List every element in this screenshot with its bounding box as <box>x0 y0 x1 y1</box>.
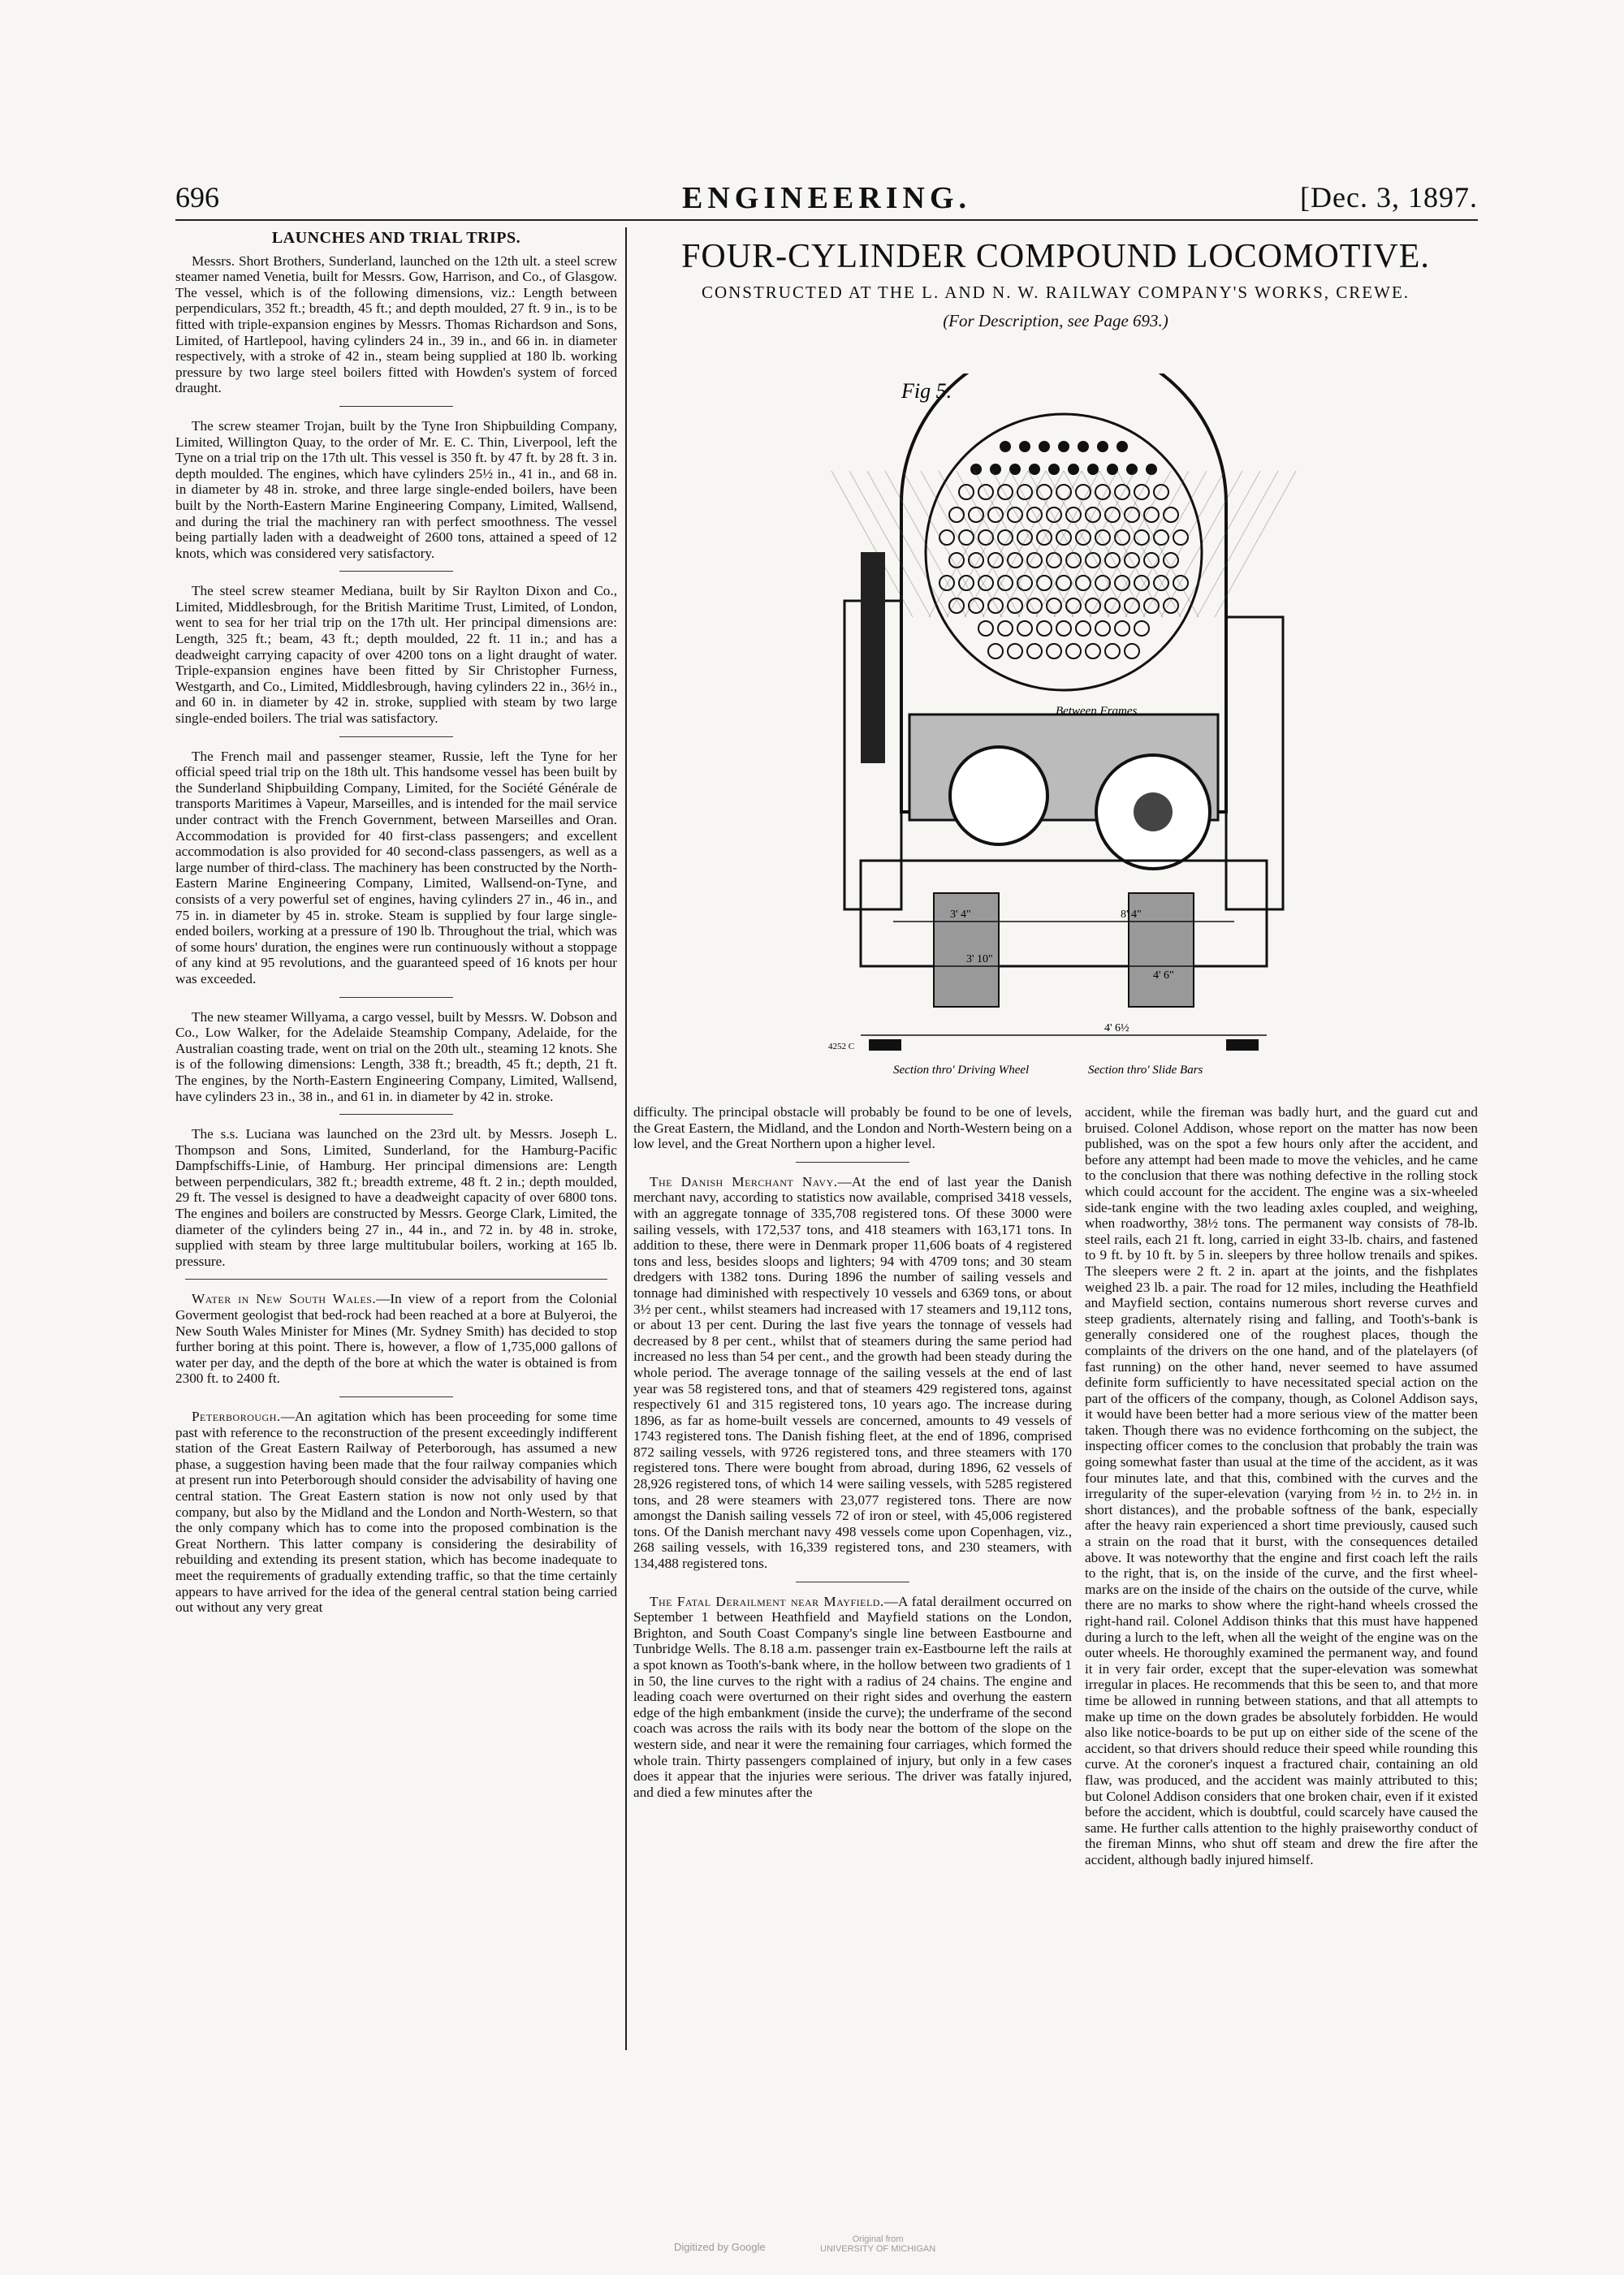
dim-label: 8' 4" <box>1121 909 1142 921</box>
plate-ref: 4252 C <box>828 1042 855 1051</box>
boiler-tube <box>1098 442 1108 451</box>
article-paragraph: The new steamer Willyama, a cargo vessel, built by Messrs. W. Dobson and Co., Low Walker, for the Adelaide Steamship Company, Adelaide, for the Australian coasting trade, went on trial on the 20th ult., steaming 12 knots. She is of the following dimensions: Length, 338 ft.; breadth, 45 ft.; depth, 21 ft. The engines, by the North-Eastern Engineering Company, Limited, Wallsend, have cylinders 23 in., 38 in., and 61 in. in diameter by 42 in. stroke. <box>175 1008 617 1104</box>
boiler-tube <box>1154 530 1168 545</box>
water-title: Water in New South Wales. <box>192 1291 377 1307</box>
boiler-tube <box>1037 621 1052 636</box>
boiler-tube <box>1115 621 1129 636</box>
digitized-by: Digitized by Google <box>674 2241 766 2253</box>
peterborough-title: Peterborough. <box>192 1409 281 1424</box>
boiler-tube <box>1147 464 1156 474</box>
boiler-tube <box>1066 644 1081 658</box>
article-paragraph: The s.s. Luciana was launched on the 23rd ult. by Messrs. Joseph L. Thompson and Sons, Limited, Sunderland, for the Hamburg-Pacific Dampfschiffs-Linie, of Hamburg. Her principal dimensions are: Length between perpendiculars, 382 ft.; breadth extreme, 48 ft. 2 in.; depth moulded, 29 ft. The vessel is designed to have a deadweight capacity of over 6800 tons. The engines and boilers are constructed by Messrs. George Clark, Limited, the diameter of the cylinders being 27 in., 44 in., and 72 in. by 48 in. stroke, supplied with steam by three large multitubular boilers, working at 165 lb. pressure. <box>175 1126 617 1269</box>
caption-slide-bars: Section thro' Slide Bars <box>1088 1064 1203 1077</box>
middle-column <box>633 1104 1072 1807</box>
boiler-tube <box>959 576 974 590</box>
frame-base <box>861 861 1267 966</box>
boiler-tube <box>1078 442 1088 451</box>
boiler-tube <box>1164 507 1178 522</box>
cylinder-hub <box>1134 792 1173 831</box>
locomotive-section-drawing <box>812 373 1315 1104</box>
fig-label: Fig 5. <box>901 379 952 403</box>
boiler-tube <box>1115 485 1129 499</box>
dim-label: 3' 4" <box>950 909 971 921</box>
mayfield-text: —A fatal derailment occurred on September 1 between Heathfield and Mayfield stations on the London, Brighton, and South Coast Company's single line between Eastbourne and Tunbridge Wells. The 8.18 a.m. passenger train ex-Eastbourne left the rails at a spot known as Tooth's-bank where, in the hollow between two gradients of 1 in 50, the line curves to the right with a radius of 24 chains. The engine and leading coach were overturned on their right sides and overhung the eastern edge of the high embankment (inside the curve); the underframe of the second coach was across the rails with its body near the bottom of the slope on the western side, and near it were the remaining four carriages, which formed the whole train. Thirty passengers complained of injury, but only in a few cases does it appear that the injuries were serious. The driver was fatally injured, and died a few minutes after the <box>633 1593 1072 1800</box>
boiler-tube <box>1008 507 1022 522</box>
hatch-line <box>1082 471 1163 617</box>
page-header <box>175 180 1478 229</box>
original-from <box>820 2234 935 2254</box>
cylinder-left <box>950 747 1047 844</box>
boiler-tube <box>1164 598 1178 613</box>
boiler-tube <box>949 507 964 522</box>
boiler-tube <box>1134 621 1149 636</box>
dim-label: 4' 6½ <box>1104 1022 1129 1034</box>
boiler-tube <box>1125 553 1139 568</box>
tube-plate-circle <box>926 414 1202 690</box>
hatch-line <box>1064 471 1145 617</box>
rail-right <box>1226 1039 1259 1051</box>
section-heading-launches: LAUNCHES AND TRIAL TRIPS. <box>271 229 521 247</box>
boiler-tube <box>1056 621 1071 636</box>
hatch-line <box>1197 471 1278 617</box>
boiler-tube <box>1088 464 1098 474</box>
separator-rule <box>339 736 453 737</box>
boiler-tube <box>1173 530 1188 545</box>
boiler-tube <box>939 530 954 545</box>
boiler-tube <box>1127 464 1137 474</box>
side-frame-right <box>1226 617 1283 909</box>
continuation-paragraph: difficulty. The principal obstacle will probably be found to be one of levels, the Great Eastern, the Midland, and the London and North-Western being on a low level, and the Great Northern upon a higher level. <box>633 1104 1072 1152</box>
danish-paragraph <box>633 1174 1072 1572</box>
boiler-tube <box>991 464 1000 474</box>
boiler-tube <box>988 553 1003 568</box>
separator-rule <box>339 406 453 407</box>
column-divider <box>625 227 627 2050</box>
boiler-tube <box>998 530 1013 545</box>
water-paragraph <box>175 1291 617 1387</box>
boiler-tube <box>1056 576 1071 590</box>
boiler-tube <box>1000 442 1010 451</box>
boiler-tube <box>1117 442 1127 451</box>
mayfield-title: The Fatal Derailment near Mayfield. <box>650 1593 884 1609</box>
boiler-tube <box>978 621 993 636</box>
boiler-tube <box>1105 507 1120 522</box>
boiler-tube <box>1049 464 1059 474</box>
separator-rule <box>339 997 453 998</box>
journal-title: ENGINEERING. <box>682 181 971 215</box>
boiler-tube <box>1108 464 1117 474</box>
boiler-tube <box>1095 621 1110 636</box>
boiler-tube <box>1017 621 1032 636</box>
right-column <box>1085 1104 1478 1875</box>
hatch-line <box>1179 471 1260 617</box>
article-paragraph: The screw steamer Trojan, built by the Tyne Iron Shipbuilding Company, Limited, Willington Quay, to the order of Mr. E. C. Thin, Liverpool, left the Tyne on a trial trip on the 17th ult. This vessel is 350 ft. by 47 ft. by 28 ft. 3 in. depth moulded. The engines, which have cylinders 25½ in., 41 in., and 68 in. in diameter by 48 in. stroke, and three large single-ended boilers, have been built by the North-Eastern Marine Engineering Company, Limited, Wallsend, and during the trial the machinery ran with perfect smoothness. The vessel being partially laden with a deadweight of 2600 tons, attained a speed of 12 knots, which was considered very satisfactory. <box>175 417 617 561</box>
boiler-tube <box>949 553 964 568</box>
boiler-tube <box>1047 644 1061 658</box>
boiler-tube <box>1086 644 1100 658</box>
separator-rule <box>796 1162 909 1163</box>
boiler-tube <box>1010 464 1020 474</box>
header-rule <box>175 219 1478 221</box>
boiler-tube <box>1030 464 1039 474</box>
figure-title: FOUR-CYLINDER COMPOUND LOCOMOTIVE. <box>681 238 1430 275</box>
hatch-line <box>1117 471 1199 617</box>
boiler-tubes <box>939 442 1188 658</box>
handrail-post <box>861 552 885 763</box>
boiler-tube <box>971 464 981 474</box>
issue-date: [Dec. 3, 1897. <box>1300 181 1478 214</box>
danish-text: —At the end of last year the Danish merchant navy, according to statistics now available, comprised 3418 vessels, with an aggregate tonnage of 335,708 registered tons. Of these 3000 were sailing vessels, with 172,537 tons, and 418 steamers with 163,171 tons. In addition to these, there were in Denmark proper 11,606 boats of 4 registered tons and less, besides sloops and lighters; 94 with 4709 tons; and 30 steam dredgers with 1382 tons. During 1896 the number of sailing vessels and tonnage had diminished with respectively 10 vessels and 6369 tons, or about 3½ per cent., whilst steamers had increased with 17 steamers and 19,112 tons, or about 13 per cent. During the last five years the tonnage of vessels had decreased by 8 per cent., whilst that of steamers during the same period had increased no less than 54 per cent., and the growth had been steady during the whole period. The average tonnage of the sailing vessels at the end of last year was 58 registered tons, and that of steamers 429 registered tons, against respectively 61 and 315 registered tons, 10 years ago. The increase during 1896, as far as home-built vessels are concerned, amounts to 49 vessels of 1743 registered tons. The Danish fishing fleet, at the end of 1896, comprised 872 sailing vessels, with 9726 registered tons, and three steamers with 170 registered tons. There were bought from abroad, during 1896, 62 vessels of 28,926 registered tons, of which 14 were sailing vessels, with 5285 registered tons, and 28 were steamers with 23,077 registered tons. There are now amongst the Danish sailing vessels 72 of iron or steel, with 45,006 registered tons. Of the Danish merchant navy 498 vessels come upon Copenhagen, viz., 268 sailing vessels, with 16,339 registered tons, and 230 steamers, with 134,488 registered tons. <box>633 1173 1073 1572</box>
between-frames-label: Between Frames <box>1056 705 1138 718</box>
boiler-tube <box>1008 553 1022 568</box>
figure-note: (For Description, see Page 693.) <box>943 311 1168 330</box>
boiler-tube <box>1039 442 1049 451</box>
boiler-tube <box>1154 576 1168 590</box>
boiler-tube <box>1173 576 1188 590</box>
caption-driving-wheel: Section thro' Driving Wheel <box>893 1064 1030 1077</box>
mayfield-paragraph <box>633 1594 1072 1801</box>
derailment-continuation: accident, while the fireman was badly hurt, and the guard cut and bruised. Colonel Addison, whose report on the matter has now been published, was on the spot a few hours only after the accident, and before any attempt had been made to move the vehicles, and he came to the conclusion that there was nothing defective in the rolling stock which could account for the accident. The engine was a six-wheeled side-tank engine with the two leading axles coupled, and weighing, when roadworthy, 38½ tons. The permanent way consists of 78-lb. steel rails, each 21 ft. long, carried in eight 33-lb. chairs, and fastened to 9 ft. by 10 ft. by 5 in. sleepers by three hollow trenails and spikes. The sleepers were 2 ft. 2 in. apart at the joints, and the fishplates weighed 23 lb. a pair. The road for 12 miles, including the Heathfield and Mayfield section, contains numerous short reverse curves and steep gradients, alternately rising and falling, and Tooth's-bank is generally considered one of the roughest places, though the complaints of the drivers on the one hand, and of the platelayers (of fast running) on the other hand, never seemed to have assumed definite form sufficiently to have necessitated special action on the part of the officers of the company, though, as Colonel Addison says, it would have been better had a more serious view of the matter been taken. Though there was no evidence forthcoming on the subject, the inspecting officer comes to the conclusion that probably the train was going somewhat faster than usual at the time of the accident, as it was four minutes late, and that this, combined with the curves and the irregularity of the super-elevation (varying from ½ in. to 2½ in. in short distances), and the probable softness of the bank, especially after the heavy rain experienced a short time previously, caused such a strain on the road that it burst, with the consequences detailed above. It was noteworthy that the engine and first coach left the rails to the right, that is, on the inside of the curve, and the first wheel-marks are on the inside of the chairs on the outside of the curve, while there are no marks to show where the right-hand wheels crossed the right-hand rail. Colonel Addison thinks that this must have happened during a lurch to the left, when all the weight of the engine was on the outer wheels. He thoroughly examined the permanent way, and found it in very fair order, except that the super-elevation was somewhat irregular in places. He recommends that this be seen to, and that more time be allowed in running between stations, and that all attempts to make up time on the down grades be absolutely forbidden. He would also like notice-boards to be put up on either side of the scene of the accident, so that drivers should reduce their speed while rounding this curve. At the coroner's inquest a fractured chair, containing an old flaw, was produced, and the accident was mainly attributed to this; but Colonel Addison considers that one broken chair, even if it existed before the accident, which is doubtful, could scarcely have caused the same. He further calls attention to the highly praiseworthy conduct of the fireman Minns, who shut off steam and drew the fire after the accident, although badly injured himself. <box>1085 1104 1478 1867</box>
section-rule <box>185 1279 607 1280</box>
boiler-tube <box>988 644 1003 658</box>
hatch-line <box>885 471 966 617</box>
article-paragraph: The steel screw steamer Mediana, built by Sir Raylton Dixon and Co., Limited, Middlesbrough, for the British Maritime Trust, Limited, of London, went to sea for her trial trip on the 17th ult. Her principal dimensions are: Length, 325 ft.; beam, 43 ft.; depth moulded, 22 ft. 11 in.; and has a deadweight carrying capacity of over 4200 tons on a light draught of water. Triple-expansion engines have been fitted by Sir Christopher Furness, Westgarth, and Co., Limited, Middlesbrough, having cylinders 22 in., 36½ in., and 60 in. in diameter by 42 in. stroke, supplied with steam by two large single-ended boilers. The trial was satisfactory. <box>175 583 617 727</box>
separator-rule <box>339 1114 453 1115</box>
boiler-tube <box>1105 553 1120 568</box>
figure-heading <box>633 237 1478 331</box>
boiler-tube <box>1115 576 1129 590</box>
boiler-tube <box>1008 644 1022 658</box>
boiler-tube <box>998 576 1013 590</box>
boiler-tube <box>1047 553 1061 568</box>
boiler-tube <box>1115 530 1129 545</box>
dim-label: 3' 10" <box>966 953 993 965</box>
hatch-line <box>965 471 1046 617</box>
boiler-tube <box>949 598 964 613</box>
boiler-tube <box>1069 464 1078 474</box>
boiler-tube <box>959 530 974 545</box>
boiler-tube <box>939 576 954 590</box>
left-column <box>175 229 617 1622</box>
hatch-line <box>1161 471 1242 617</box>
peterborough-paragraph <box>175 1409 617 1616</box>
separator-rule <box>339 571 453 572</box>
boiler-tube <box>1066 553 1081 568</box>
hatch-line <box>983 471 1064 617</box>
boiler-tube <box>1164 553 1178 568</box>
boiler-tube <box>1105 644 1120 658</box>
boiler-tube <box>998 485 1013 499</box>
original-line1: Original from <box>852 2234 904 2244</box>
original-line2: UNIVERSITY OF MICHIGAN <box>820 2244 936 2254</box>
boiler-tube <box>1125 644 1139 658</box>
boiler-tube <box>998 621 1013 636</box>
danish-title: The Danish Merchant Navy. <box>650 1173 838 1189</box>
hatch-line <box>929 471 1010 617</box>
rail-left <box>869 1039 901 1051</box>
boiler-tube <box>1056 530 1071 545</box>
hatch-line <box>1143 471 1224 617</box>
dim-label: 4' 6" <box>1153 969 1174 982</box>
boiler-tube <box>1020 442 1030 451</box>
peterborough-text: —An agitation which has been proceeding for some time past with reference to the reconstruction of the present exceedingly indifferent station of the Great Eastern Railway of Peterborough, has assumed a new phase, a suggestion having been made that the four railway companies which at present run into Peterborough should consider the advisability of having one central station. The Great Eastern station is now not only used by that company, but also by the Midland and the London and North-Western, so that the only company which has to come into the proposed combination is the Great Northern. This latter company is considering the desirability of rebuilding and extending its present station, which has become inadequate to meet the requirements of gradually extending traffic, so that the time certainly appears to have arrived for the idea of the general central station being carried out without any very great <box>175 1409 617 1616</box>
boiler-tube <box>1027 644 1042 658</box>
page-number: 696 <box>175 181 219 214</box>
boiler-tube <box>1056 485 1071 499</box>
article-paragraph: The French mail and passenger steamer, Russie, left the Tyne for her official speed trial trip on the 18th ult. This handsome vessel has been built by the Sunderland Shipbuilding Company, Limited, for the Société Générale de transports Maritimes à Vapeur, Marseilles, and is intended for the mail service under contract with the French Government, between Marseilles and Oran. Accommodation is provided for 40 first-class passengers; and excellent accommodation is also provided for 40 second-class passengers, as well as a large number of third-class. The machinery has been constructed by the North-Eastern Marine Engineering Company, Limited, Wallsend-on-Tyne, and consists of a very powerful set of engines, having cylinders 27 in., 46 in., and 75 in. in diameter by 45 in. stroke. Steam is supplied by four large single-ended boilers, working at a pressure of 190 lb. Throughout the trial, which was of some hours' duration, the engines were run continuously without a stoppage of any kind at 95 revolutions, and the guaranteed speed of 16 knots per hour was exceeded. <box>175 748 617 986</box>
figure-subtitle: CONSTRUCTED AT THE L. AND N. W. RAILWAY COMPANY'S WORKS, CREWE. <box>701 283 1410 302</box>
boiler-tube <box>1059 442 1069 451</box>
water-text: —In view of a report from the Colonial Goverment geologist that bed-rock had been reached at a bore at Bulyeroi, the New South Wales Minister for Mines (Mr. Sydney Smith) has decided to stop further boring at this point. There is, however, a flow of 1,735,000 gallons of water per day, and the depth of the bore at which the water is obtained is from 2300 ft. to 2400 ft. <box>175 1291 617 1387</box>
hatch-line <box>903 471 984 617</box>
boiler-tube <box>1076 621 1091 636</box>
article-paragraph: Messrs. Short Brothers, Sunderland, launched on the 12th ult. a steel screw steamer named Venetia, built for Messrs. Gow, Harrison, and Co., of Glasgow. The vessel, which is of the following dimensions, viz.: Length between perpendiculars, 352 ft.; breadth, 45 ft.; and depth moulded, 27 ft. 9 in., is to be fitted with triple-expansion engines by Messrs. Thomas Richardson and Sons, Limited, of Hartlepool, having cylinders 24 in., 39 in., and 66 in. in diameter respectively, with a stroke of 42 in., steam being supplied at 180 lb. working pressure by two large steel boilers fitted with Howden's system of forced draught. <box>175 253 617 396</box>
